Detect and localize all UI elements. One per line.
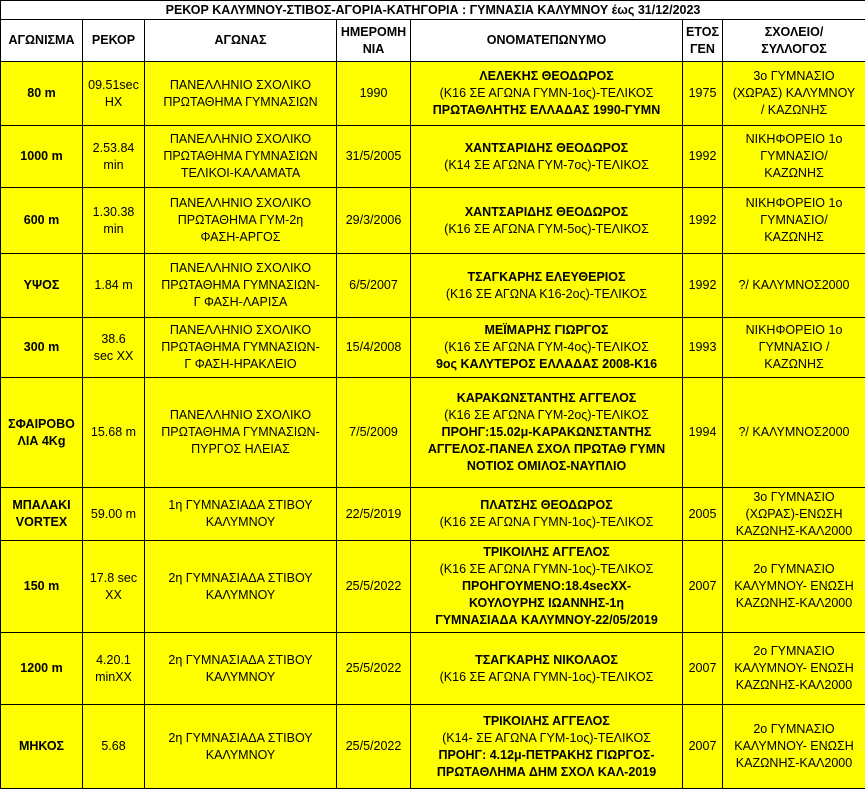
cell-event-line: 1200 m [20, 661, 63, 675]
cell-school-line: ΚΑΛΥΜΝΟΥ- ΕΝΩΣΗ [734, 739, 854, 753]
table-row [1, 633, 865, 705]
cell-name-line: (Κ16 ΣΕ ΑΓΩΝΑ ΓΥΜ-4ος)-ΤΕΛΙΚΟΣ [444, 340, 649, 354]
cell-school-line: / ΚΑΖΩΝΗΣ [760, 103, 828, 117]
cell-name-line: ΑΓΓΕΛΟΣ-ΠΑΝΕΛ ΣΧΟΛ ΠΡΩΤΑΘ ΓΥΜΝ [427, 442, 666, 456]
table-row [1, 62, 865, 126]
cell-event [1, 705, 83, 789]
cell-competition [145, 633, 337, 705]
header-record: ΡΕΚΟΡ [83, 20, 145, 62]
cell-name-line: ΧΑΝΤΣΑΡΙΔΗΣ ΘΕΟΔΩΡΟΣ [464, 204, 629, 219]
header-row [1, 20, 865, 62]
cell-year [683, 705, 723, 789]
cell-date [337, 62, 411, 126]
cell-date-line: 29/3/2006 [345, 213, 402, 227]
cell-competition-line: ΠΡΩΤΑΘΗΜΑ ΓΥΜΝΑΣΙΩΝ- [161, 278, 320, 292]
cell-record [83, 705, 145, 789]
cell-name-line: ΠΡΟΗΓΟΥΜΕΝΟ:18.4secXX- [461, 579, 632, 593]
cell-date [337, 318, 411, 378]
cell-name [411, 254, 683, 318]
cell-date-line: 22/5/2019 [345, 506, 402, 521]
cell-competition-line: ΠΡΩΤΑΘΗΜΑ ΓΥΜΝΑΣΙΩΝ- [161, 340, 320, 354]
cell-year-line: 1992 [688, 278, 717, 292]
cell-record-line: min [103, 157, 124, 172]
cell-year [683, 188, 723, 254]
cell-record [83, 378, 145, 488]
cell-school [723, 62, 865, 126]
cell-competition-line: ΠΡΩΤΑΘΗΜΑ ΓΥΜΝΑΣΙΩΝ [163, 94, 318, 109]
cell-record [83, 488, 145, 541]
cell-date [337, 541, 411, 633]
cell-competition-line: ΦΑΣΗ-ΑΡΓΟΣ [200, 230, 281, 244]
cell-record [83, 254, 145, 318]
cell-competition-line: ΚΑΛΥΜΝΟΥ [205, 669, 276, 684]
cell-name-line: (Κ16 ΣΕ ΑΓΩΝΑ ΓΥΜΝ-1ος)-ΤΕΛΙΚΟΣ [439, 515, 654, 529]
header-event: ΑΓΩΝΙΣΜΑ [1, 20, 83, 62]
cell-record [83, 318, 145, 378]
cell-name-line: ΝΟΤΙΟΣ ΟΜΙΛΟΣ-ΝΑΥΠΛΙΟ [466, 459, 627, 473]
cell-record-line: 1.84 m [94, 278, 133, 292]
table-row [1, 378, 865, 488]
cell-record-line: 5.68 [101, 739, 126, 753]
cell-event-line: 80 m [27, 86, 56, 100]
cell-competition-line: ΠΡΩΤΑΘΗΜΑ ΓΥΜΝΑΣΙΩΝ [163, 149, 318, 163]
cell-name-line: ΠΡΩΤΑΘΛΗΤΗΣ ΕΛΛΑΔΑΣ 1990-ΓΥΜΝ [432, 103, 661, 117]
header-school: ΣΧΟΛΕΙΟ/ ΣΥΛΛΟΓΟΣ [723, 20, 865, 62]
cell-name-line: ΜΕΪΜΑΡΗΣ ΓΙΩΡΓΟΣ [484, 323, 609, 337]
cell-school-line: 2ο ΓΥΜΝΑΣΙΟ [753, 644, 835, 658]
cell-year [683, 378, 723, 488]
cell-competition-line: ΤΕΛΙΚΟΙ-ΚΑΛΑΜΑΤΑ [180, 166, 301, 180]
cell-record-line: 09.51sec [88, 77, 139, 92]
cell-competition-line: ΠΑΝΕΛΛΗΝΙΟ ΣΧΟΛΙΚΟ [169, 261, 312, 275]
cell-record-line: minXX [95, 669, 132, 684]
cell-name [411, 378, 683, 488]
cell-school-line: ΚΑΛΥΜΝΟΥ- ΕΝΩΣΗ [734, 661, 854, 675]
cell-school-line: ΝΙΚΗΦΟΡΕΙΟ 1ο [745, 196, 843, 210]
cell-competition-line: Γ ΦΑΣΗ-ΛΑΡΙΣΑ [193, 295, 288, 309]
cell-name-line: ΧΑΝΤΣΑΡΙΔΗΣ ΘΕΟΔΩΡΟΣ [464, 140, 629, 155]
cell-school-line: ΚΑΖΩΝΗΣ [764, 166, 824, 180]
cell-school [723, 254, 865, 318]
cell-name [411, 705, 683, 789]
cell-record-line: 59.00 m [90, 506, 137, 521]
cell-name-line: (Κ16 ΣΕ ΑΓΩΝΑ Κ16-2ος)-ΤΕΛΙΚΟΣ [445, 286, 648, 301]
cell-date-line: 15/4/2008 [345, 340, 402, 354]
cell-record-line: 15.68 m [90, 425, 137, 439]
cell-competition-line: ΠΡΩΤΑΘΗΜΑ ΓΥΜ-2η [177, 213, 304, 227]
cell-name-line: (Κ14 ΣΕ ΑΓΩΝΑ ΓΥΜ-7ος)-ΤΕΛΙΚΟΣ [444, 157, 649, 172]
cell-competition-line: 2η ΓΥΜΝΑΣΙΑΔΑ ΣΤΙΒΟΥ [168, 730, 313, 745]
cell-year [683, 318, 723, 378]
cell-record-line: XX [105, 587, 122, 602]
cell-year-line: 1994 [688, 425, 717, 439]
cell-year-line: 2007 [688, 739, 717, 753]
cell-event-line: 1000 m [20, 149, 63, 163]
cell-school [723, 541, 865, 633]
cell-year [683, 541, 723, 633]
cell-event-line: ΛΙΑ 4Kg [17, 433, 66, 448]
cell-record [83, 188, 145, 254]
cell-competition-line: ΚΑΛΥΜΝΟΥ [205, 747, 276, 762]
cell-date-line: 7/5/2009 [349, 425, 398, 439]
cell-year-line: 1975 [688, 86, 717, 100]
cell-date [337, 254, 411, 318]
cell-name [411, 541, 683, 633]
table-row [1, 488, 865, 541]
cell-school-line: ΓΥΜΝΑΣΙΟ/ [760, 149, 828, 163]
cell-name [411, 633, 683, 705]
cell-school-line: 2ο ΓΥΜΝΑΣΙΟ [753, 562, 835, 576]
cell-school-line: ?/ ΚΑΛΥΜΝΟΣ2000 [738, 425, 850, 439]
cell-name-line: (Κ14- ΣΕ ΑΓΩΝΑ ΓΥΜ-1ος)-ΤΕΛΙΚΟΣ [442, 730, 651, 745]
cell-competition-line: ΠΑΝΕΛΛΗΝΙΟ ΣΧΟΛΙΚΟ [169, 196, 312, 210]
cell-date-line: 25/5/2022 [345, 661, 402, 675]
cell-school-line: ΝΙΚΗΦΟΡΕΙΟ 1ο [745, 323, 843, 337]
cell-school-line: 3ο ΓΥΜΝΑΣΙΟ [753, 69, 835, 83]
cell-date [337, 378, 411, 488]
cell-event [1, 541, 83, 633]
cell-competition-line: ΠΑΝΕΛΛΗΝΙΟ ΣΧΟΛΙΚΟ [169, 323, 312, 337]
cell-event-line: 150 m [23, 579, 60, 593]
cell-name [411, 488, 683, 541]
cell-school-line: ΚΑΖΩΝΗΣ-ΚΑΛ2000 [735, 523, 853, 538]
cell-name-line: (Κ16 ΣΕ ΑΓΩΝΑ ΓΥΜΝ-1ος)-ΤΕΛΙΚΟΣ [439, 669, 654, 684]
cell-school-line: ΚΑΖΩΝΗΣ [764, 230, 824, 244]
cell-name-line: 9ος ΚΑΛΥΤΕΡΟΣ ΕΛΛΑΔΑΣ 2008-Κ16 [435, 357, 658, 371]
cell-school-line: 2ο ΓΥΜΝΑΣΙΟ [753, 722, 835, 736]
table-row [1, 126, 865, 188]
page-title: ΡΕΚΟΡ ΚΑΛΥΜΝΟΥ-ΣΤΙΒΟΣ-ΑΓΟΡΙΑ-ΚΑΤΗΓΟΡΙΑ : ΓΥΜΝΑΣΙΑ ΚΑΛΥΜΝΟΥ έως 31/12/2023 [1, 1, 865, 20]
cell-name-line: ΛΕΛΕΚΗΣ ΘΕΟΔΩΡΟΣ [479, 69, 614, 83]
cell-date [337, 633, 411, 705]
cell-date [337, 705, 411, 789]
cell-school-line: ΚΑΖΩΝΗΣ-ΚΑΛ2000 [735, 756, 853, 770]
cell-competition [145, 126, 337, 188]
cell-school [723, 705, 865, 789]
cell-competition [145, 62, 337, 126]
cell-year [683, 254, 723, 318]
cell-name-line: ΠΛΑΤΣΗΣ ΘΕΟΔΩΡΟΣ [480, 498, 613, 512]
cell-event-line: 600 m [23, 213, 60, 227]
cell-school-line: (ΧΩΡΑΣ) ΚΑΛΥΜΝΟΥ [732, 86, 856, 100]
cell-event [1, 378, 83, 488]
cell-record-line: 38.6 [101, 331, 126, 346]
cell-competition-line: ΚΑΛΥΜΝΟΥ [205, 587, 276, 602]
cell-school-line: ΓΥΜΝΑΣΙΟ / [758, 340, 830, 354]
cell-event-line: 300 m [23, 340, 60, 354]
cell-competition-line: ΠΑΝΕΛΛΗΝΙΟ ΣΧΟΛΙΚΟ [169, 132, 312, 146]
cell-competition-line: 2η ΓΥΜΝΑΣΙΑΔΑ ΣΤΙΒΟΥ [168, 570, 313, 585]
cell-name [411, 62, 683, 126]
cell-name-line: ΚΟΥΛΟΥΡΗΣ ΙΩΑΝΝΗΣ-1η [469, 596, 624, 610]
cell-competition-line: ΠΡΩΤΑΘΗΜΑ ΓΥΜΝΑΣΙΩΝ- [161, 425, 320, 439]
cell-school-line: (ΧΩΡΑΣ)-ΕΝΩΣΗ [745, 506, 843, 521]
cell-name [411, 188, 683, 254]
cell-date [337, 188, 411, 254]
cell-event-line: VORTEX [15, 515, 68, 529]
cell-school-line: ΝΙΚΗΦΟΡΕΙΟ 1ο [745, 132, 843, 146]
cell-competition-line: 2η ΓΥΜΝΑΣΙΑΔΑ ΣΤΙΒΟΥ [168, 652, 313, 667]
cell-year [683, 633, 723, 705]
cell-name-line: ΤΡΙΚΟΙΛΗΣ ΑΓΓΕΛΟΣ [483, 713, 610, 728]
table-body [1, 62, 865, 789]
cell-school [723, 488, 865, 541]
cell-date-line: 25/5/2022 [345, 739, 402, 753]
table-row [1, 254, 865, 318]
cell-competition [145, 541, 337, 633]
cell-name-line: (Κ16 ΣΕ ΑΓΩΝΑ ΓΥΜ-2ος)-ΤΕΛΙΚΟΣ [444, 408, 649, 422]
cell-school-line: ΚΑΛΥΜΝΟΥ- ΕΝΩΣΗ [734, 579, 854, 593]
cell-school-line: ?/ ΚΑΛΥΜΝΟΣ2000 [738, 278, 850, 292]
cell-name-line: ΚΑΡΑΚΩΝΣΤΑΝΤΗΣ ΑΓΓΕΛΟΣ [456, 391, 637, 405]
cell-event [1, 126, 83, 188]
cell-year [683, 62, 723, 126]
cell-date [337, 126, 411, 188]
cell-name [411, 318, 683, 378]
cell-event [1, 188, 83, 254]
cell-year [683, 488, 723, 541]
cell-name-line: ΤΡΙΚΟΙΛΗΣ ΑΓΓΕΛΟΣ [483, 545, 610, 559]
cell-name-line: ΤΣΑΓΚΑΡΗΣ ΝΙΚΟΛΑΟΣ [475, 652, 618, 667]
cell-competition [145, 188, 337, 254]
cell-name-line: (Κ16 ΣΕ ΑΓΩΝΑ ΓΥΜ-5ος)-ΤΕΛΙΚΟΣ [444, 221, 649, 236]
cell-competition-line: ΚΑΛΥΜΝΟΥ [205, 515, 276, 529]
cell-name-line: ΓΥΜΝΑΣΙΑΔΑ ΚΑΛΥΜΝΟΥ-22/05/2019 [435, 613, 658, 627]
header-date: ΗΜΕΡΟΜΗ ΝΙΑ [337, 20, 411, 62]
cell-date-line: 1990 [359, 86, 388, 100]
cell-record-line: 17.8 sec [89, 570, 138, 585]
header-name: ΟΝΟΜΑΤΕΠΩΝΥΜΟ [411, 20, 683, 62]
cell-event-line: ΜΠΑΛΑΚΙ [12, 498, 71, 512]
cell-record-line: 4.20.1 [96, 652, 131, 667]
cell-name-line: (Κ16 ΣΕ ΑΓΩΝΑ ΓΥΜΝ-1ος)-ΤΕΛΙΚΟΣ [439, 562, 654, 576]
cell-year-line: 2005 [688, 506, 717, 521]
cell-competition [145, 705, 337, 789]
cell-record [83, 633, 145, 705]
title-row [1, 1, 865, 20]
table-row [1, 541, 865, 633]
cell-school [723, 378, 865, 488]
cell-year-line: 1992 [688, 213, 717, 227]
cell-competition-line: ΠΑΝΕΛΛΗΝΙΟ ΣΧΟΛΙΚΟ [169, 408, 312, 422]
cell-year-line: 2007 [688, 579, 717, 593]
cell-name [411, 126, 683, 188]
cell-event [1, 318, 83, 378]
cell-record [83, 126, 145, 188]
cell-record-line: HX [104, 94, 123, 109]
cell-school [723, 633, 865, 705]
cell-event [1, 62, 83, 126]
cell-event [1, 488, 83, 541]
cell-date-line: 25/5/2022 [345, 579, 402, 593]
header-competition: ΑΓΩΝΑΣ [145, 20, 337, 62]
cell-event-line: ΣΦΑΙΡΟΒΟ [8, 416, 75, 431]
cell-school [723, 126, 865, 188]
cell-competition [145, 378, 337, 488]
cell-name-line: ΠΡΟΗΓ:15.02μ-ΚΑΡΑΚΩΝΣΤΑΝΤΗΣ [441, 425, 652, 439]
cell-date-line: 31/5/2005 [345, 149, 402, 163]
cell-competition [145, 254, 337, 318]
cell-year [683, 126, 723, 188]
cell-record-line: 2.53.84 [92, 140, 135, 155]
cell-name-line: ΠΡΩΤΑΘΛΗΜΑ ΔΗΜ ΣΧΟΛ ΚΑΛ-2019 [436, 764, 657, 779]
cell-year-line: 1993 [688, 340, 717, 354]
cell-year-line: 1992 [688, 149, 717, 163]
cell-record-line: sec XX [93, 348, 134, 363]
cell-name-line: ΠΡΟΗΓ: 4.12μ-ΠΕΤΡΑΚΗΣ ΓΙΩΡΓΟΣ- [438, 747, 655, 762]
cell-name-line: ΤΣΑΓΚΑΡΗΣ ΕΛΕΥΘΕΡΙΟΣ [467, 269, 626, 284]
cell-competition-line: ΠΥΡΓΟΣ ΗΛΕΙΑΣ [191, 442, 290, 456]
cell-event [1, 254, 83, 318]
cell-record [83, 62, 145, 126]
cell-name-line: (Κ16 ΣΕ ΑΓΩΝΑ ΓΥΜΝ-1ος)-ΤΕΛΙΚΟΣ [439, 86, 654, 100]
header-year: ΕΤΟΣ ΓΕΝ [683, 20, 723, 62]
cell-school [723, 188, 865, 254]
table-row [1, 188, 865, 254]
cell-competition-line: 1η ΓΥΜΝΑΣΙΑΔΑ ΣΤΙΒΟΥ [168, 498, 313, 512]
cell-competition [145, 488, 337, 541]
cell-event-line: ΥΨΟΣ [23, 278, 60, 292]
cell-competition-line: Γ ΦΑΣΗ-ΗΡΑΚΛΕΙΟ [184, 357, 297, 371]
cell-year-line: 2007 [688, 661, 717, 675]
cell-record-line: 1.30.38 [92, 204, 135, 219]
cell-record [83, 541, 145, 633]
cell-event [1, 633, 83, 705]
cell-date [337, 488, 411, 541]
cell-school-line: ΚΑΖΩΝΗΣ-ΚΑΛ2000 [735, 678, 853, 692]
table-row [1, 318, 865, 378]
cell-school-line: ΓΥΜΝΑΣΙΟ/ [760, 213, 828, 227]
cell-school-line: ΚΑΖΩΝΗΣ-ΚΑΛ2000 [735, 596, 853, 610]
cell-school [723, 318, 865, 378]
cell-competition [145, 318, 337, 378]
cell-date-line: 6/5/2007 [349, 278, 398, 292]
cell-school-line: ΚΑΖΩΝΗΣ [764, 357, 824, 371]
cell-competition-line: ΠΑΝΕΛΛΗΝΙΟ ΣΧΟΛΙΚΟ [169, 77, 312, 92]
cell-event-line: ΜΗΚΟΣ [18, 739, 65, 753]
table-row [1, 705, 865, 789]
cell-school-line: 3ο ΓΥΜΝΑΣΙΟ [753, 489, 835, 504]
cell-record-line: min [103, 221, 124, 236]
